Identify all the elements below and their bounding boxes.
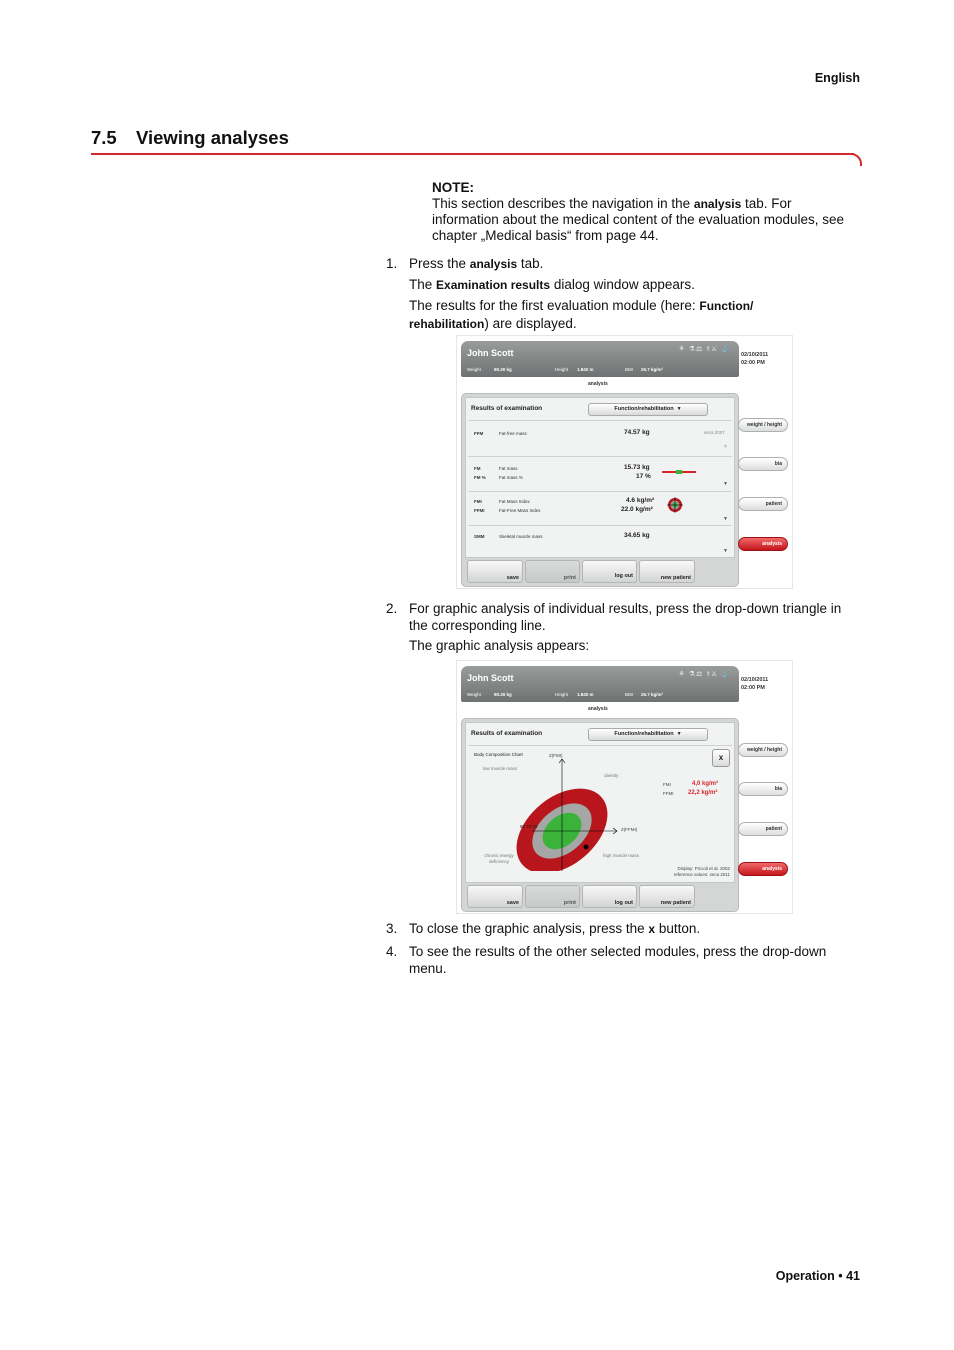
row-expand-triangle[interactable]: ▼ — [723, 548, 728, 554]
step-result: The graphic analysis appears: — [409, 638, 590, 653]
tab-title: analysis — [588, 381, 608, 387]
bottom-buttons — [465, 885, 735, 909]
step-2 — [386, 600, 856, 654]
fmi-result: 4,0 kg/m² — [692, 781, 719, 787]
step-text: For graphic analysis of individual results, press the drop-down triangle in the corresponding line. — [409, 601, 842, 633]
analysis-button[interactable]: analysis — [738, 537, 788, 551]
ffmi-value: 22.0 kg/m² — [621, 506, 653, 513]
step-1 — [386, 255, 856, 333]
section-heading — [91, 127, 289, 149]
print-button[interactable]: print — [525, 885, 580, 908]
date-time: 02/10/2011 02:00 PM — [741, 352, 769, 366]
row-expand-triangle[interactable]: ▼ — [723, 444, 728, 450]
step-result: The results for the first evaluation module (here: Function/ rehabilitation) are displayed. — [409, 298, 754, 331]
weight-height-button[interactable]: weight / height — [738, 418, 788, 432]
step-text: To see the results of the other selected modules, press the drop-down menu. — [409, 944, 827, 976]
quadrant-high-muscle: high muscle mass — [603, 853, 640, 858]
x-axis-label: Z(FFMI) — [621, 827, 638, 832]
fmi-value: 4.6 kg/m² — [626, 497, 655, 504]
fm-percent-value: 17 % — [636, 473, 651, 480]
results-panel: Results of examination Function/rehabilitation ▼ FFM Fat-free mass 74.57 kg seca 2007 ▼ FM Fat mass 15.73 kg FM % Fat mass % 17 % ▼ FMI Fat Mass Index 4.6 kg/m² FFMI Fat-Free Mass Index 22.0 kg/m² ▼ SMM Skeletal muscle mass 34.65 kg ▼ save print log out new patient — [461, 393, 739, 587]
close-chart-button[interactable]: x — [712, 749, 730, 767]
note-text: This section describes the navigation in the analysis tab. For information about the medical content of the evaluation modules, see chapter „Medical basis“ from page 44. — [432, 196, 845, 243]
quadrant-chronic-energy-deficiency: chronic energy deficiency — [484, 853, 514, 864]
patient-name: John Scott — [467, 673, 514, 683]
step-number: 2. — [386, 601, 398, 616]
bia-button[interactable]: bia — [738, 782, 788, 796]
patient-info-bar: Weight 90.30 kg Height 1.840 m BMI 26.7 kg/m² — [467, 367, 664, 372]
tab-title: analysis — [588, 706, 608, 712]
quadrant-obesity: obesity — [604, 773, 619, 778]
analysis-button[interactable]: analysis — [738, 862, 788, 876]
print-button[interactable]: print — [525, 560, 580, 583]
step-number: 4. — [386, 944, 398, 959]
step-number: 3. — [386, 921, 398, 936]
logout-button[interactable]: log out — [582, 885, 637, 908]
bia-button[interactable]: bia — [738, 457, 788, 471]
new-patient-button[interactable]: new patient — [639, 560, 695, 583]
smm-value: 34.65 kg — [624, 532, 650, 539]
ffm-value: 74.57 kg — [624, 429, 650, 436]
fm-range-indicator — [662, 468, 696, 476]
bottom-buttons — [465, 560, 735, 584]
results-title: Results of examination — [471, 730, 543, 737]
patient-button[interactable]: patient — [738, 822, 788, 836]
patient-info-bar: Weight 90.30 kg Height 1.840 m BMI 26.7 kg/m² — [467, 692, 664, 697]
note-heading: NOTE: — [432, 180, 474, 195]
language-label: English — [814, 71, 860, 85]
patient-button[interactable]: patient — [738, 497, 788, 511]
page-footer: Operation • 41 — [775, 1269, 860, 1283]
quadrant-low-muscle: low muscle mass — [482, 766, 518, 771]
module-dropdown[interactable]: Function/rehabilitation ▼ — [588, 403, 708, 416]
measurement-point — [584, 845, 589, 850]
save-button[interactable]: save — [467, 560, 523, 583]
status-icons: ⚘ ⚗⚖ ⚕⚔ ⚓ — [678, 346, 731, 353]
step-number: 1. — [386, 256, 398, 271]
status-icons: ⚘ ⚗⚖ ⚕⚔ ⚓ — [678, 671, 731, 678]
logout-button[interactable]: log out — [582, 560, 637, 583]
chart-source: Display: Piccoli et al. 2002 reference values: seca 2011 — [673, 866, 730, 877]
new-patient-button[interactable]: new patient — [639, 885, 695, 908]
heading-rule-hook — [848, 153, 862, 166]
fmi-label: FMI — [663, 782, 671, 787]
heading-rule — [91, 153, 854, 155]
percentile-labels: 90 75 50 — [520, 824, 538, 829]
note-box — [432, 180, 862, 244]
chart-title: Body Composition Chart — [474, 752, 523, 757]
save-button[interactable]: save — [467, 885, 523, 908]
screenshot-graphic-analysis — [456, 660, 793, 914]
section-number: 7.5 — [91, 127, 117, 148]
results-panel — [461, 718, 739, 912]
results-title: Results of examination — [471, 405, 543, 412]
row-expand-triangle[interactable]: ▼ — [723, 516, 728, 522]
step-4 — [386, 943, 856, 977]
target-icon — [667, 497, 683, 513]
screenshot-results — [456, 335, 793, 589]
row-expand-triangle[interactable]: ▼ — [723, 481, 728, 487]
fm-value: 15.73 kg — [624, 464, 650, 471]
step-text: Press the analysis tab. — [409, 256, 544, 271]
y-axis-label: Z(FMI) — [549, 753, 563, 758]
step-result: The Examination results dialog window appears. — [409, 277, 695, 292]
module-dropdown[interactable]: Function/rehabilitation ▼ — [588, 728, 708, 741]
ffmi-label: FFMI — [663, 791, 674, 796]
date-time: 02/10/2011 02:00 PM — [741, 677, 769, 691]
ffmi-result: 22,2 kg/m² — [688, 790, 718, 796]
section-title: Viewing analyses — [136, 127, 289, 148]
step-3 — [386, 920, 856, 938]
weight-height-button[interactable]: weight / height — [738, 743, 788, 757]
patient-name: John Scott — [467, 348, 514, 358]
step-text: To close the graphic analysis, press the x button. — [409, 921, 701, 936]
